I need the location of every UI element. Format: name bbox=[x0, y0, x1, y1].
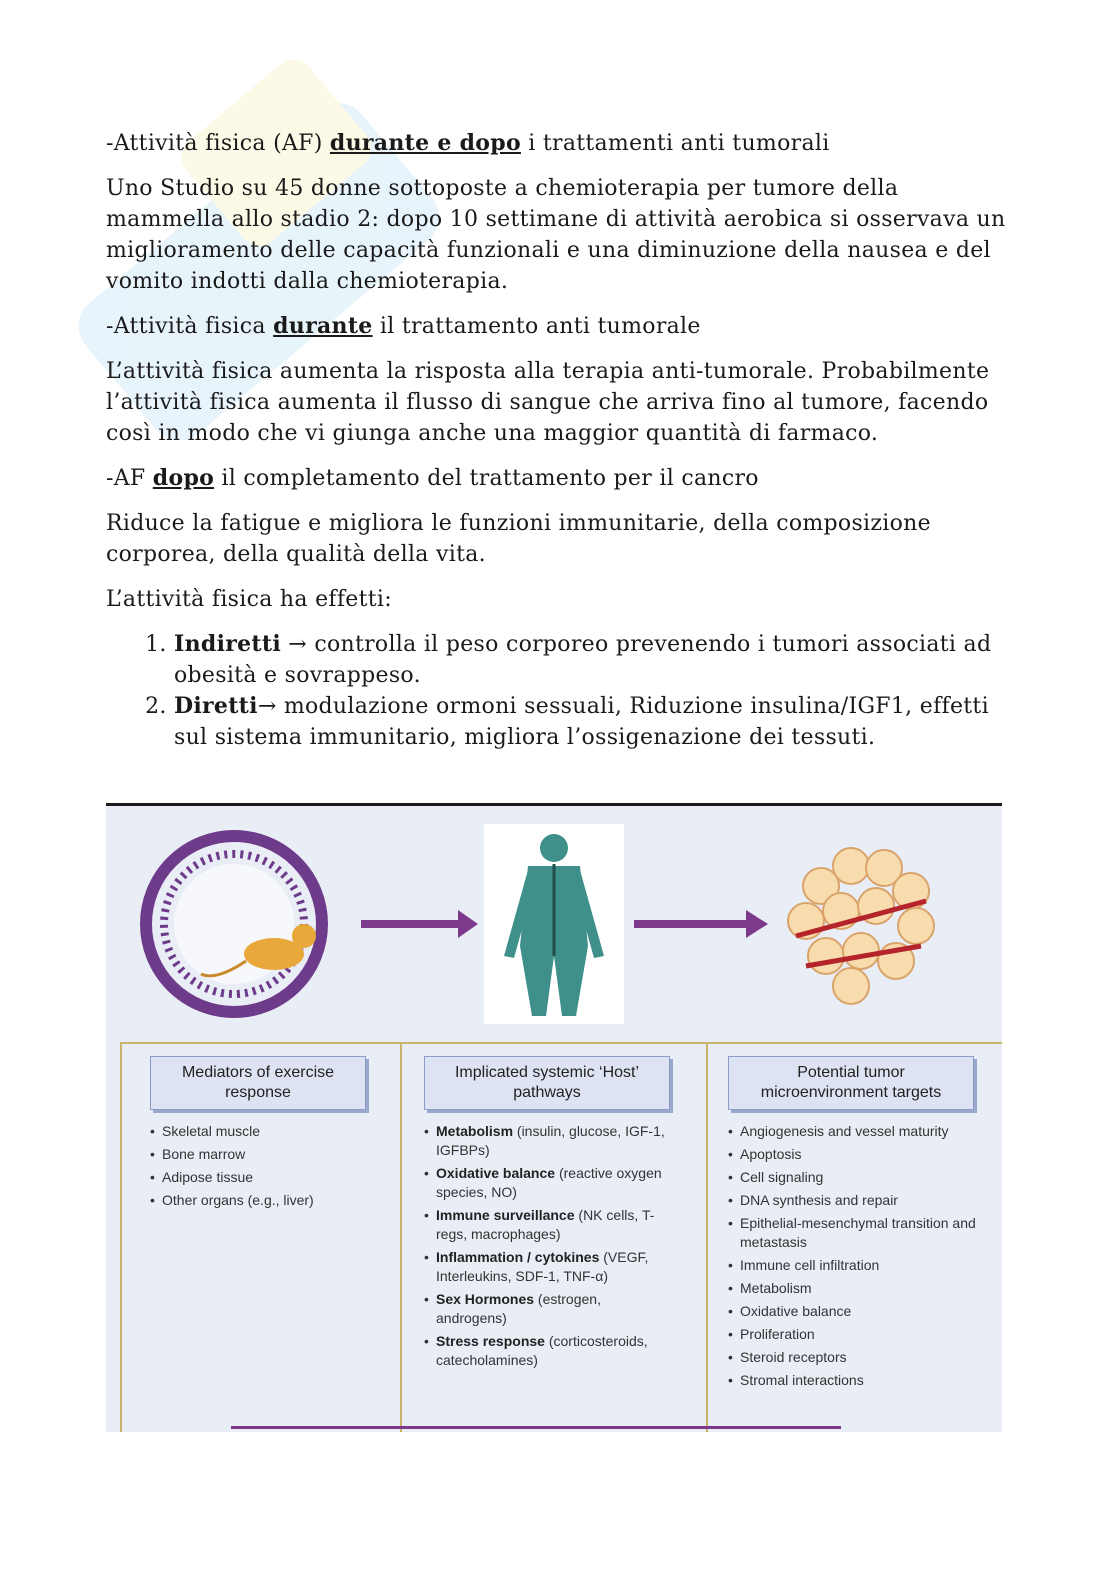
heading-after: -AF dopo il completamento del trattamento per il cancro bbox=[106, 465, 759, 491]
list-item: • Immune cell infiltration bbox=[728, 1256, 978, 1275]
list-item: • Oxidative balance (reactive oxygen species, NO) bbox=[424, 1164, 674, 1202]
list-item: • Oxidative balance bbox=[728, 1302, 978, 1321]
effects-intro: L’attività fisica ha effetti: bbox=[106, 587, 392, 612]
heading-during: -Attività fisica durante il trattamento anti tumorale bbox=[106, 313, 701, 339]
column-divider bbox=[706, 1042, 708, 1432]
mediators-column bbox=[150, 1056, 380, 1214]
list-item: • Epithelial-mesenchymal transition and metastasis bbox=[728, 1214, 978, 1252]
list-item: • Bone marrow bbox=[150, 1145, 380, 1164]
tumor-targets-header: Potential tumor microenvironment targets bbox=[728, 1056, 974, 1110]
list-item: • Stromal interactions bbox=[728, 1371, 978, 1390]
list-item: • Sex Hormones (estrogen, androgens) bbox=[424, 1290, 674, 1328]
list-item: • Metabolism bbox=[728, 1279, 978, 1298]
exercise-tumor-figure bbox=[106, 803, 1002, 1432]
mediators-header: Mediators of exercise response bbox=[150, 1056, 366, 1110]
list-item: 2. Diretti→ modulazione ormoni sessuali, Riduzione insulina/IGF1, effetti sul sistema immunitario, migliora l’ossigenazione dei tessuti. bbox=[174, 691, 1006, 753]
paragraph-after: Riduce la fatigue e migliora le funzioni immunitarie, della composizione corporea, della qualità della vita. bbox=[106, 511, 931, 567]
list-item: • Steroid receptors bbox=[728, 1348, 978, 1367]
list-item: • Apoptosis bbox=[728, 1145, 978, 1164]
list-item: • Skeletal muscle bbox=[150, 1122, 380, 1141]
host-pathways-header: Implicated systemic ‘Host’ pathways bbox=[424, 1056, 670, 1110]
bottom-flow-arrow bbox=[231, 1426, 841, 1429]
document-text bbox=[106, 128, 1006, 753]
list-item: • Angiogenesis and vessel maturity bbox=[728, 1122, 978, 1141]
arrow-right-icon bbox=[634, 910, 768, 938]
paragraph-during: L’attività fisica aumenta la risposta alla terapia anti-tumorale. Probabilmente l’attività fisica aumenta il flusso di sangue che arriva fino al tumore, facendo così in modo che vi giunga anche una maggior quantità di farmaco. bbox=[106, 359, 990, 446]
effects-list bbox=[106, 629, 1006, 753]
host-pathways-list bbox=[424, 1122, 674, 1370]
tumor-targets-column bbox=[728, 1056, 978, 1394]
list-item: • Inflammation / cytokines (VEGF, Interleukins, SDF-1, TNF-α) bbox=[424, 1248, 674, 1286]
list-item: • DNA synthesis and repair bbox=[728, 1191, 978, 1210]
tumor-targets-list bbox=[728, 1122, 978, 1390]
list-item: 1. Indiretti → controlla il peso corporeo prevenendo i tumori associati ad obesità e sovrappeso. bbox=[174, 629, 1006, 691]
list-item: • Adipose tissue bbox=[150, 1168, 380, 1187]
arrow-right-icon bbox=[361, 910, 478, 938]
list-item: • Proliferation bbox=[728, 1325, 978, 1344]
human-body-icon bbox=[484, 824, 624, 1024]
list-item: • Cell signaling bbox=[728, 1168, 978, 1187]
heading-during-and-after: -Attività fisica (AF) durante e dopo i trattamenti anti tumorali bbox=[106, 130, 830, 156]
paragraph-study: Uno Studio su 45 donne sottoposte a chemioterapia per tumore della mammella allo stadio 2: dopo 10 settimane di attività aerobica si osservava un miglioramento delle capacità funzionali e una diminuzione della nausea e del vomito indotti dalla chemioterapia. bbox=[106, 176, 1006, 294]
list-item: • Stress response (corticosteroids, catecholamines) bbox=[424, 1332, 674, 1370]
hamster-wheel-icon bbox=[146, 836, 322, 1012]
host-pathways-column bbox=[424, 1056, 674, 1374]
mediators-list bbox=[150, 1122, 380, 1210]
figure-illustration bbox=[106, 806, 1002, 1038]
list-item: • Immune surveillance (NK cells, T-regs, macrophages) bbox=[424, 1206, 674, 1244]
list-item: • Metabolism (insulin, glucose, IGF-1, IGFBPs) bbox=[424, 1122, 674, 1160]
tumor-cells-icon bbox=[788, 848, 934, 1004]
list-item: • Other organs (e.g., liver) bbox=[150, 1191, 380, 1210]
column-divider bbox=[400, 1042, 402, 1432]
